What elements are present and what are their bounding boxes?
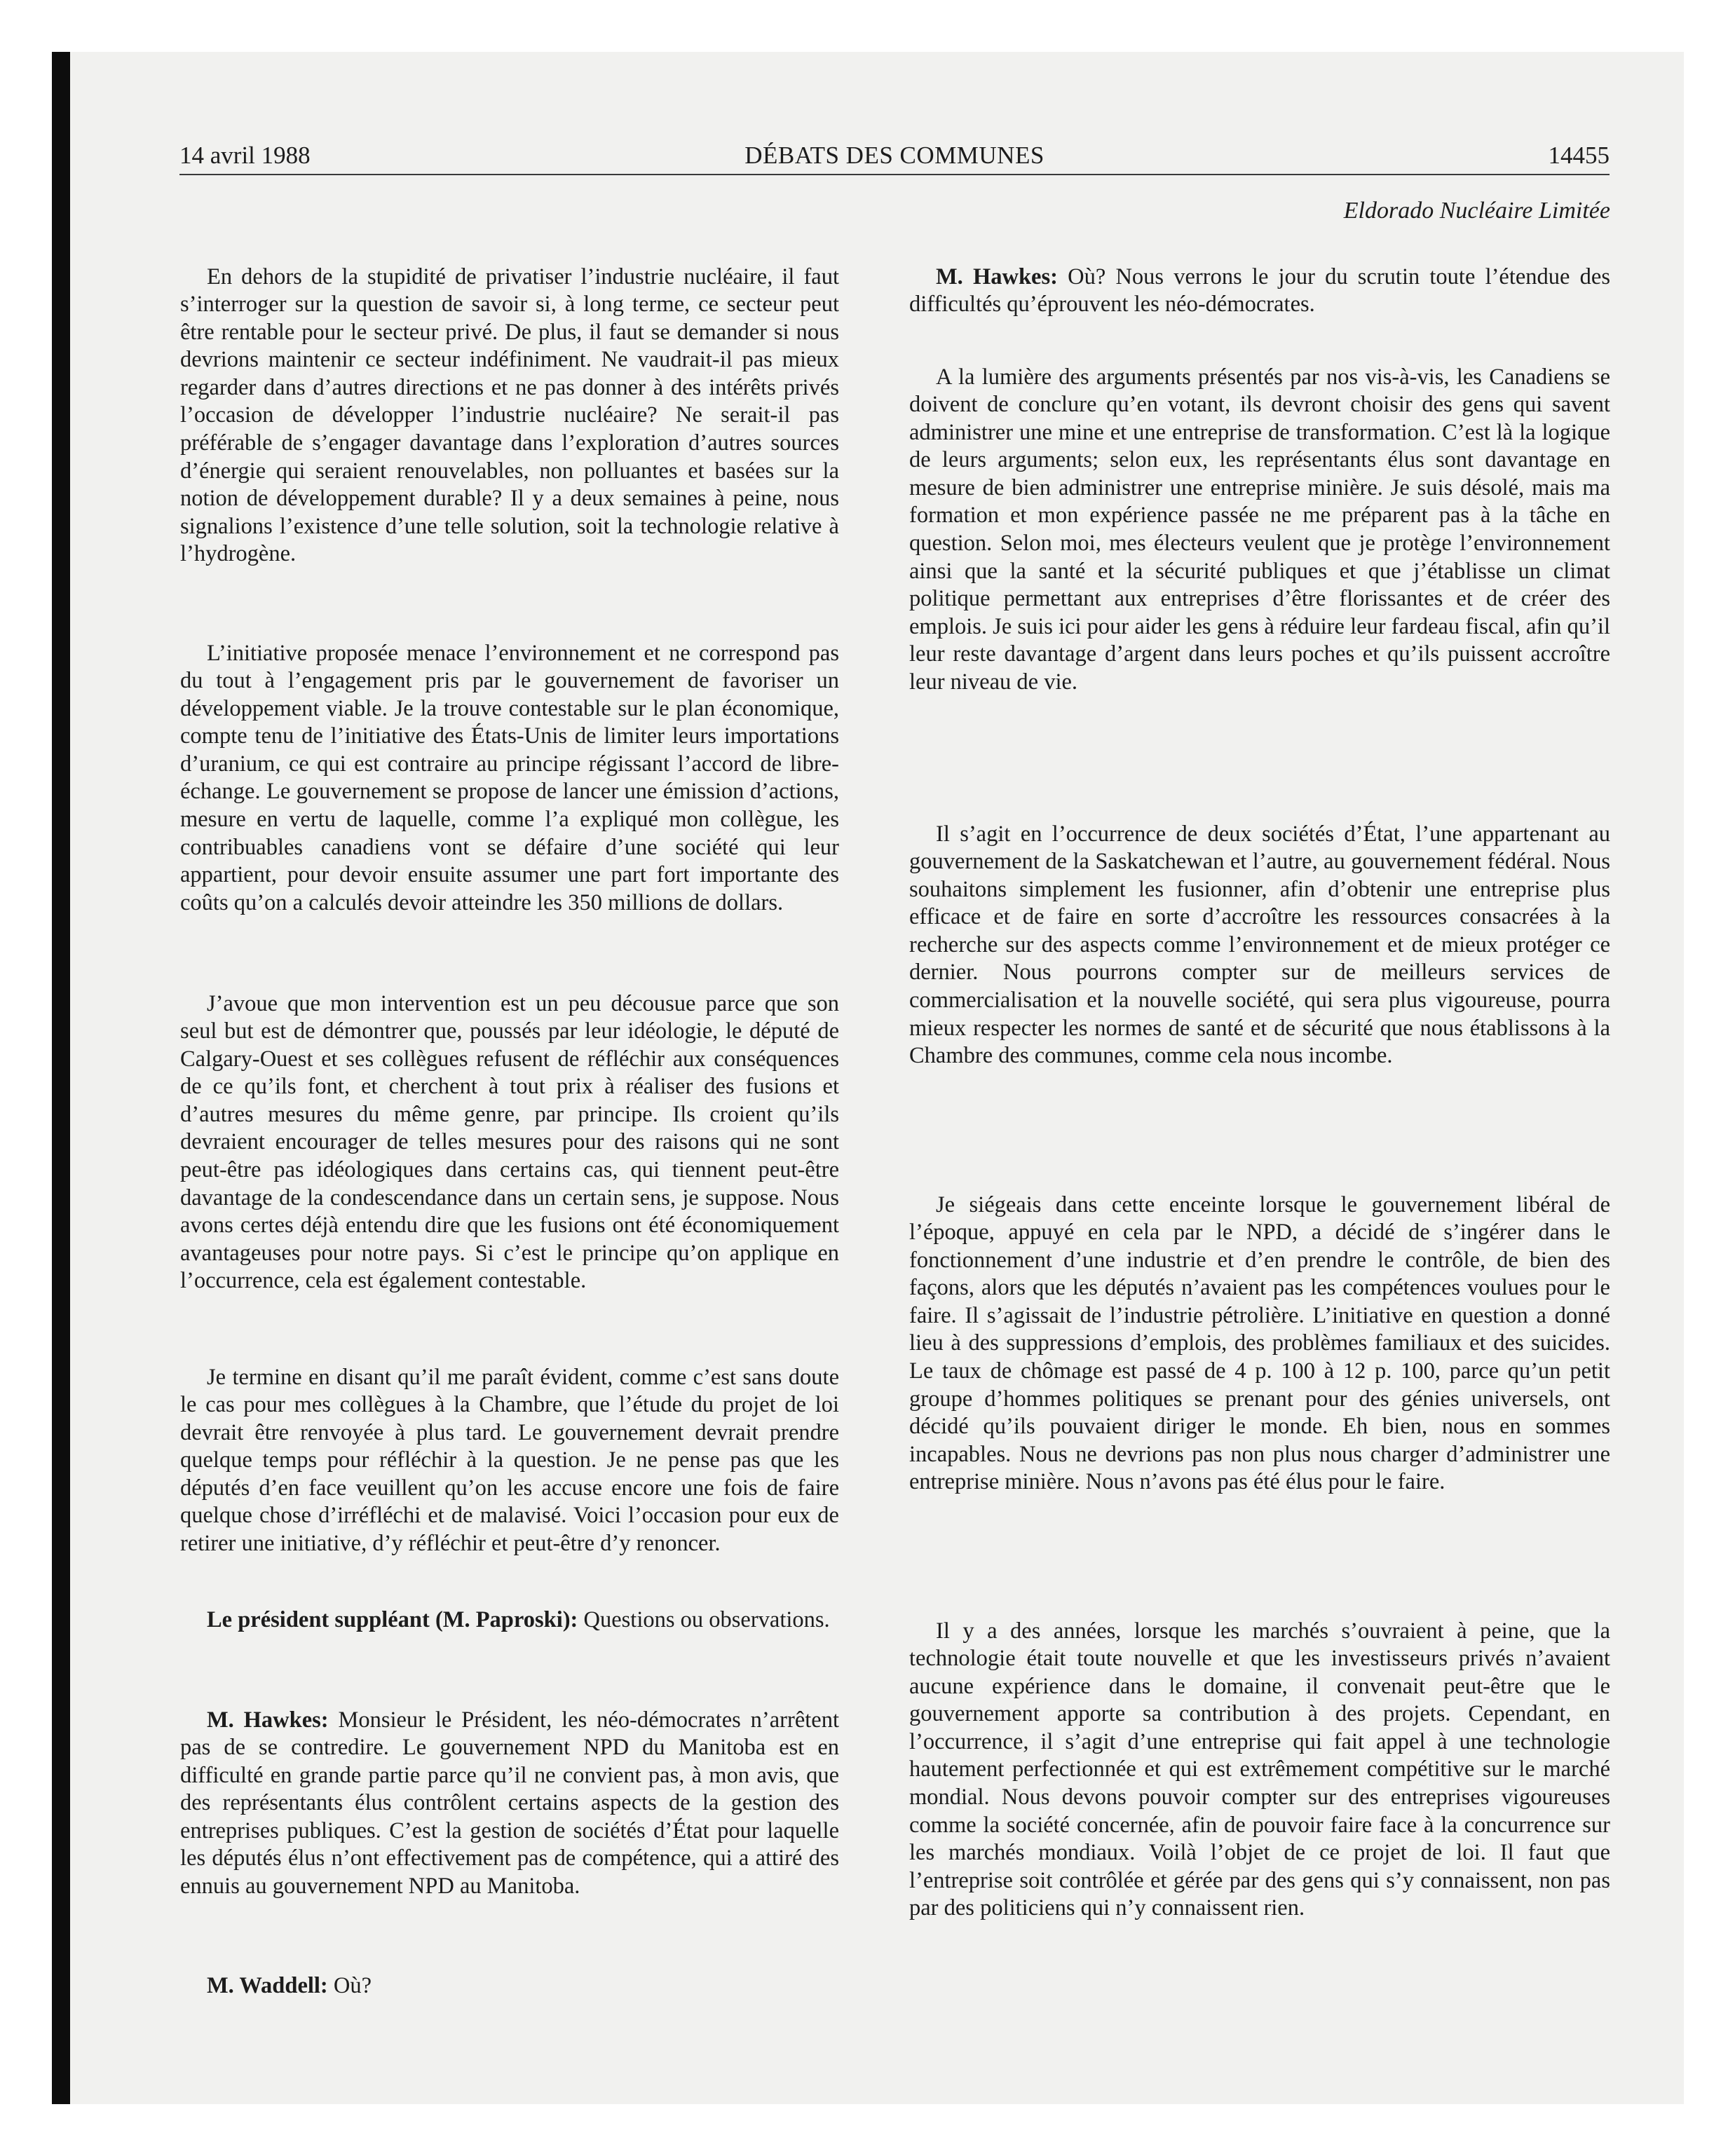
speaker-president: Le président suppléant (M. Paproski):: [207, 1606, 578, 1632]
speaker-waddell: M. Waddell:: [207, 1972, 328, 1998]
header-publication: DÉBATS DES COMMUNES: [744, 142, 1045, 169]
scan-edge-bar: [52, 52, 70, 2104]
right-paragraph-4: Je siégeais dans cette enceinte lorsque le gouvernement libéral de l’époque, appuyé en cela par le NPD, a décidé de s’ingérer dans le fonctionnement d’une industrie et d’en prendre le contrôle, de bien des façons, alors que les députés n’avaient pas les compétences voulues pour le faire. Il s’agissait de l’industrie pétrolière. L’initiative en question a donné lieu à des suppressions d’emplois, des problèmes familiaux et des suicides. Le taux de chômage est passé de 4 p. 100 à 12 p. 100, parce qu’un petit groupe d’hommes politiques se prenant pour des génies universels, ont décidé qu’ils pouvaient diriger le monde. Eh bien, nous en sommes incapables. Nous ne devrions pas non plus nous charger d’administrer une entreprise minière. Nous n’avons pas été élus pour le faire.: [909, 1192, 1610, 1495]
right-paragraph-1: [909, 264, 1610, 319]
header-rule: [179, 174, 1610, 175]
header-page-number: 14455: [1548, 142, 1610, 169]
right-paragraph-2: A la lumière des arguments présentés par nos vis-à-vis, les Canadiens se doivent de conclure qu’en votant, ils devront choisir des gens qui savent administrer une mine et une entreprise de transformation. C’est là la logique de leurs arguments; selon eux, les représentants élus sont davantage en mesure de bien administrer une entreprise minière. Je suis désolé, mais ma formation et mon expérience passée ne me préparent pas à la tâche en question. Selon moi, mes électeurs veulent que je protège l’environnement ainsi que la santé et la sécurité publiques et que j’établisse un climat politique permettant aux entreprises d’être florissantes et de créer des emplois. Je suis ici pour aider les gens à réduire leur fardeau fiscal, afin qu’il leur reste davantage d’argent dans leurs poches et qu’ils puissent accroître leur niveau de vie.: [909, 364, 1610, 695]
left-paragraph-5: [180, 1606, 839, 1635]
left-paragraph-1: En dehors de la stupidité de privatiser l’industrie nucléaire, il faut s’interroger sur la question de savoir si, à long terme, ce secteur peut être rentable pour le secteur privé. De plus, il faut se demander si nous devrions maintenir ce secteur indéfiniment. Ne vaudrait-il pas mieux regarder dans d’autres directions et ne pas donner à des intérêts privés l’occasion de développer l’industrie nucléaire? Ne serait-il pas préférable de s’engager davantage dans l’exploration d’autres sources d’énergie qui seraient renouvelables, non polluantes et basées sur la notion de développement durable? Il y a deux semaines à peine, nous signalions l’existence d’une telle solution, soit la technologie relative à l’hydrogène.: [180, 264, 839, 567]
left-paragraph-4: Je termine en disant qu’il me paraît évident, comme c’est sans doute le cas pour mes collègues à la Chambre, que l’étude du projet de loi devrait être renvoyée à plus tard. Le gouvernement devrait prendre quelque temps pour réfléchir à la question. Je ne pense pas que les députés d’en face veuillent qu’on les accuse encore une fois de faire quelque chose d’irréfléchi et de malavisé. Voici l’occasion pour eux de retirer une initiative, d’y réfléchir et peut-être d’y renoncer.: [180, 1364, 839, 1557]
right-paragraph-5: Il y a des années, lorsque les marchés s’ouvraient à peine, que la technologie était toute nouvelle et que les investisseurs privés n’avaient aucune expérience dans le domaine, il convenait peut-être que le gouvernement apporte sa contribution à des projets. Cependant, en l’occurrence, il s’agit d’une entreprise qui fait appel à une technologie hautement perfectionnée et qui est extrêmement compétitive sur le marché mondial. Nous devons pouvoir compter sur des entreprises vigoureuses comme la société concernée, afin de pouvoir faire face à la concurrence sur les marchés mondiaux. Voilà l’objet de ce projet de loi. Il faut que l’entreprise soit contrôlée et gérée par des gens qui s’y connaissent, non pas par des politiciens qui n’y connaissent rien.: [909, 1618, 1610, 1921]
left-paragraph-6: [180, 1707, 839, 1901]
left-paragraph-5-text: Questions ou observations.: [578, 1606, 830, 1632]
right-paragraph-1-text: Où? Nous verrons le jour du scrutin toute l’étendue des difficultés qu’éprouvent les néo-démocrates.: [909, 264, 1610, 318]
speaker-hawkes-right: M. Hawkes:: [936, 264, 1058, 289]
left-paragraph-6-text: Monsieur le Président, les néo-démocrates n’arrêtent pas de se contredire. Le gouvernement NPD du Manitoba est en difficulté en grande partie parce qu’il ne convient pas, à mon avis, que des représentants élus contrôlent certains aspects de la gestion des entreprises publiques. C’est la gestion de sociétés d’État pour laquelle les députés élus n’ont effectivement pas de compétence, qui a attiré des ennuis au gouvernement NPD au Manitoba.: [180, 1707, 839, 1899]
left-paragraph-7: [180, 1972, 839, 2000]
left-paragraph-3: J’avoue que mon intervention est un peu décousue parce que son seul but est de démontrer que, poussés par leur idéologie, le député de Calgary-Ouest et ses collègues refusent de réfléchir aux conséquences de ce qu’ils font, et cherchent à tout prix à réaliser des fusions et d’autres mesures du même genre, par principe. Ils croient qu’ils devraient encourager de telles mesures pour des raisons qui ne sont peut-être pas idéologiques dans certains cas, qui tiennent peut-être davantage de la condescendance dans un certain sens, je suppose. Nous avons certes déjà entendu dire que les fusions ont été économiquement avantageuses pour notre pays. Si c’est le principe qu’on applique en l’occurrence, cela est également contestable.: [180, 990, 839, 1294]
page-header: [179, 142, 1610, 178]
speaker-hawkes: M. Hawkes:: [207, 1707, 329, 1733]
left-paragraph-7-text: Où?: [327, 1972, 372, 1998]
section-title: Eldorado Nucléaire Limitée: [1343, 198, 1610, 224]
header-date: 14 avril 1988: [179, 142, 311, 169]
left-paragraph-2: L’initiative proposée menace l’environnement et ne correspond pas du tout à l’engagement pris par le gouvernement de favoriser un développement viable. Je la trouve contestable sur le plan économique, compte tenu de l’initiative des États-Unis de limiter leurs importations d’uranium, ce qui est contraire au principe régissant l’accord de libre-échange. Le gouvernement se propose de lancer une émission d’actions, mesure en vertu de laquelle, comme l’a expliqué mon collègue, les contribuables canadiens vont se défaire d’une société qui leur appartient, pour devoir ensuite assumer une part fort importante des coûts qu’on a calculés devoir atteindre les 350 millions de dollars.: [180, 640, 839, 915]
right-paragraph-3: Il s’agit en l’occurrence de deux sociétés d’État, l’une appartenant au gouvernement de la Saskatchewan et l’autre, au gouvernement fédéral. Nous souhaitons simplement les fusionner, afin d’obtenir une entreprise plus efficace et de faire en sorte d’accroître les ressources consacrées à la recherche sur des aspects comme l’environnement et de mieux protéger ce dernier. Nous pourrons compter sur de meilleurs services de commercialisation et la nouvelle société, qui sera plus vigoureuse, pourra mieux respecter les normes de santé et de sécurité que nous établissons à la Chambre des communes, comme cela nous incombe.: [909, 821, 1610, 1069]
